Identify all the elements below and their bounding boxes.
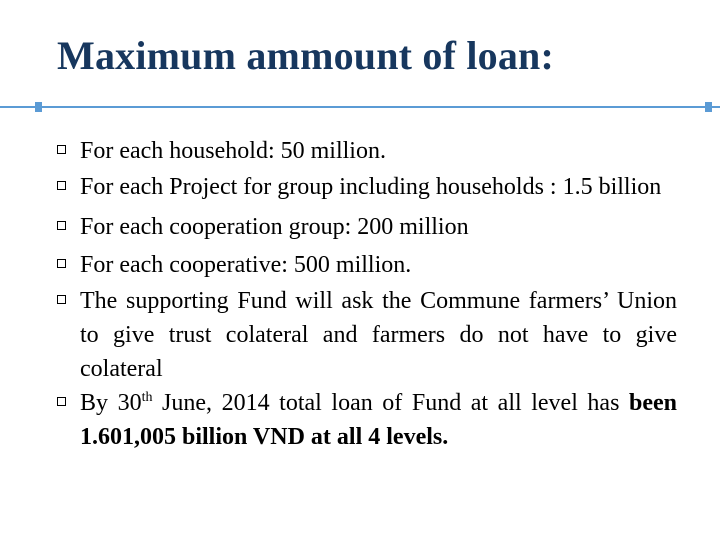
square-bullet-icon xyxy=(57,145,66,154)
bullet-text: The supporting Fund will ask the Commune farmers’ Union to give trust colateral and farmers do not have to give colateral xyxy=(80,288,677,382)
square-bullet-icon xyxy=(57,221,66,230)
bullet-item xyxy=(57,386,677,454)
bullet-list xyxy=(57,132,677,454)
bullet-text: For each Project for group including households : 1.5 billion xyxy=(80,174,662,200)
bullet-item xyxy=(57,132,677,170)
bullet-text: For each cooperation group: 200 million xyxy=(80,214,469,240)
divider-accent-left xyxy=(35,102,42,112)
bullet-text-bold: been 1.601,005 billion VND at all 4 levels. xyxy=(80,390,677,450)
bullet-text-prefix: By 30 xyxy=(80,390,142,416)
divider-line xyxy=(0,106,720,108)
bullet-text-superscript: th xyxy=(141,390,153,405)
square-bullet-icon xyxy=(57,181,66,190)
bullet-item xyxy=(57,284,677,386)
square-bullet-icon xyxy=(57,259,66,268)
square-bullet-icon xyxy=(57,397,66,406)
bullet-item xyxy=(57,170,677,204)
divider-accent-right xyxy=(705,102,712,112)
slide-title: Maximum ammount of loan: xyxy=(57,33,555,78)
bullet-item xyxy=(57,208,677,246)
square-bullet-icon xyxy=(57,295,66,304)
bullet-text: For each cooperative: 500 million. xyxy=(80,252,412,278)
bullet-item xyxy=(57,246,677,284)
bullet-text: For each household: 50 million. xyxy=(80,138,386,164)
title-divider xyxy=(0,102,720,112)
bullet-text-middle: June, 2014 total loan of Fund at all level has xyxy=(152,390,629,416)
